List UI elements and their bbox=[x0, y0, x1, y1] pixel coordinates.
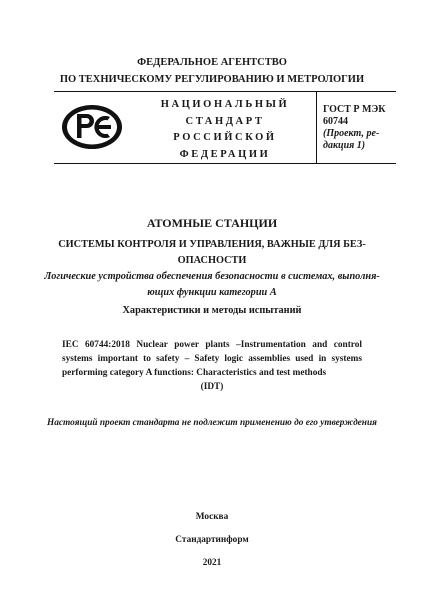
agency-header bbox=[0, 54, 424, 88]
footer-city: Москва bbox=[195, 512, 229, 522]
agency-line-1: ФЕДЕРАЛЬНОЕ АГЕНТСТВО bbox=[137, 57, 287, 68]
designation-divider bbox=[316, 92, 317, 163]
title-sub-3: Логические устройства обеспечения безопасности в системах, выполня- bbox=[44, 271, 380, 282]
iec-idt: (IDT) bbox=[200, 382, 224, 392]
title-sub-4: ющих функции категории А bbox=[147, 287, 277, 298]
national-standard-line-3: РОССИЙСКОЙ bbox=[173, 132, 277, 143]
national-standard-block bbox=[140, 97, 310, 163]
draft-note: Настоящий проект стандарта не подлежит применению до его утверждения bbox=[47, 418, 377, 428]
footer-publisher: Стандартинформ bbox=[175, 535, 249, 545]
document-title bbox=[40, 215, 384, 319]
designation-line-2: 60744 bbox=[323, 116, 348, 127]
designation-line-3: (Проект, ре- bbox=[323, 128, 380, 139]
agency-line-2: ПО ТЕХНИЧЕСКОМУ РЕГУЛИРОВАНИЮ И МЕТРОЛОГИИ bbox=[59, 74, 365, 85]
title-sub-1: СИСТЕМЫ КОНТРОЛЯ И УПРАВЛЕНИЯ, ВАЖНЫЕ ДЛЯ БЕЗ- bbox=[58, 239, 366, 250]
publication-footer bbox=[0, 510, 424, 579]
standard-designation bbox=[323, 104, 403, 152]
title-sub-5: Характеристики и методы испытаний bbox=[122, 305, 302, 316]
title-main: АТОМНЫЕ СТАНЦИИ bbox=[146, 216, 278, 230]
gost-r-emblem-icon bbox=[60, 103, 124, 151]
title-sub-2: ОПАСНОСТИ bbox=[177, 255, 247, 266]
footer-year: 2021 bbox=[202, 558, 222, 568]
national-standard-line-4: ФЕДЕРАЦИИ bbox=[179, 148, 271, 160]
designation-line-4: дакция 1) bbox=[323, 140, 366, 151]
national-standard-line-1: НАЦИОНАЛЬНЫЙ bbox=[160, 99, 290, 110]
top-rule bbox=[54, 91, 396, 92]
designation-line-1: ГОСТ Р МЭК bbox=[323, 104, 386, 115]
iec-reference: IEC 60744:2018 Nuclear power plants –Instrumentation and control systems important to safety – Safety logic assemblies used in systems performing category A functions: Characteristics and test methods bbox=[62, 340, 362, 378]
bottom-rule bbox=[54, 163, 396, 164]
national-standard-line-2: СТАНДАРТ bbox=[185, 115, 265, 127]
